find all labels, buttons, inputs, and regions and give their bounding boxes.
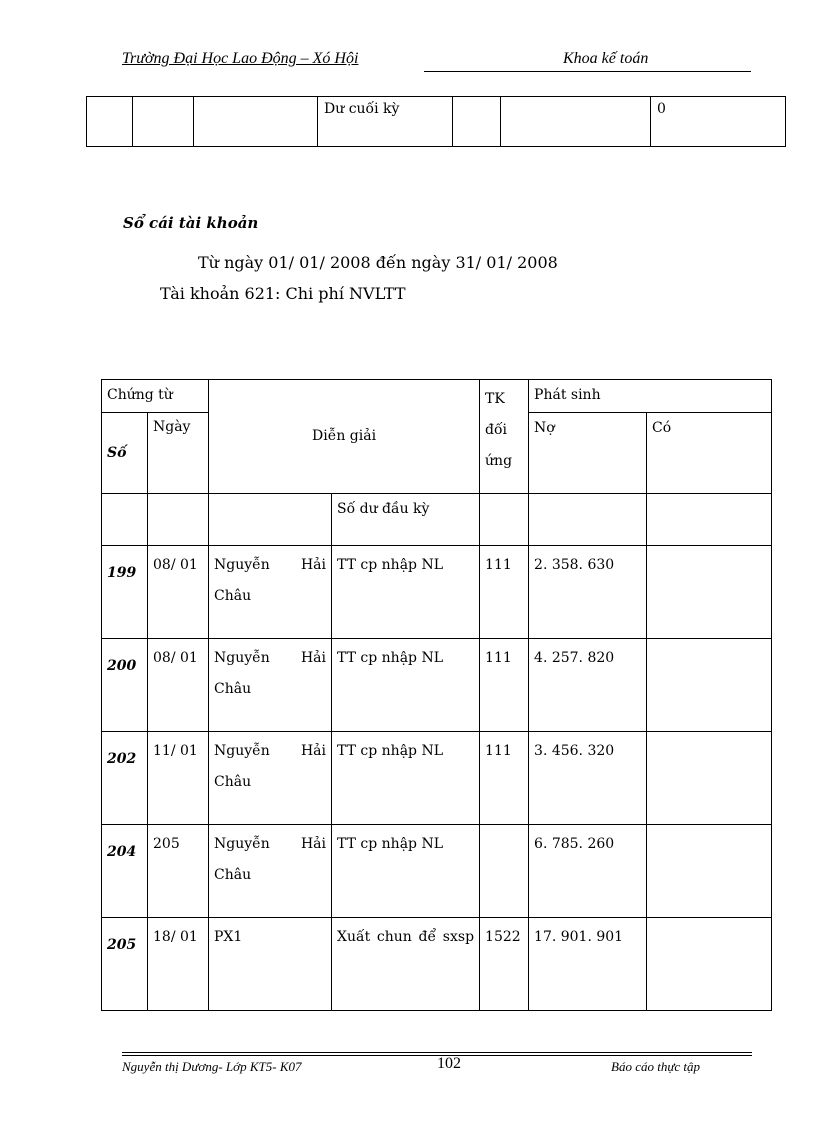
col-so: Số xyxy=(102,413,148,494)
opening-balance-label: Số dư đầu kỳ xyxy=(332,494,480,546)
footer-rule-top xyxy=(122,1052,752,1053)
cell-co xyxy=(647,918,772,1011)
cell-no: 3. 456. 320 xyxy=(529,732,647,825)
closing-balance-row xyxy=(87,97,786,147)
cell-so: 205 xyxy=(102,918,148,1011)
cell-ngay: 08/ 01 xyxy=(148,639,209,732)
header-school: Trường Đại Học Lao Động – Xó Hội xyxy=(122,50,359,67)
closing-balance-label: Dư cuối kỳ xyxy=(318,97,453,147)
cell-ngay: 11/ 01 xyxy=(148,732,209,825)
col-ngay: Ngày xyxy=(148,413,209,494)
col-dien-giai: Diễn giải xyxy=(209,380,480,494)
table-row xyxy=(102,546,772,639)
col-chung-tu: Chứng từ xyxy=(102,380,209,413)
footer-report-type: Báo cáo thực tập xyxy=(611,1059,701,1074)
cell-name: Nguyễn Hải Châu xyxy=(209,732,332,825)
opening-balance-row xyxy=(102,494,772,546)
cell-ngay: 08/ 01 xyxy=(148,546,209,639)
cell-ngay: 205 xyxy=(148,825,209,918)
cell-name: Nguyễn Hải Châu xyxy=(209,546,332,639)
cell-co xyxy=(647,546,772,639)
cell-co xyxy=(647,732,772,825)
general-ledger-table xyxy=(101,379,772,1011)
cell-name: PX1 xyxy=(209,918,332,1011)
cell-name: Nguyễn Hải Châu xyxy=(209,825,332,918)
cell-desc: Xuất chun để sxsp xyxy=(332,918,480,1011)
ledger-date-range: Từ ngày 01/ 01/ 2008 đến ngày 31/ 01/ 2008 xyxy=(198,253,558,272)
cell-co xyxy=(647,825,772,918)
header-row-1 xyxy=(102,380,772,413)
cell-no: 2. 358. 630 xyxy=(529,546,647,639)
table-row xyxy=(102,732,772,825)
header-rule xyxy=(424,71,751,72)
cell-no: 6. 785. 260 xyxy=(529,825,647,918)
cell-ngay: 18/ 01 xyxy=(148,918,209,1011)
ledger-account: Tài khoản 621: Chi phí NVLTT xyxy=(160,284,406,303)
cell-tk: 111 xyxy=(480,546,529,639)
col-no: Nợ xyxy=(529,413,647,494)
cell-desc: TT cp nhập NL xyxy=(332,639,480,732)
cell-desc: TT cp nhập NL xyxy=(332,825,480,918)
cell-no: 4. 257. 820 xyxy=(529,639,647,732)
cell-so: 204 xyxy=(102,825,148,918)
cell-co xyxy=(647,639,772,732)
table-row xyxy=(102,639,772,732)
cell-desc: TT cp nhập NL xyxy=(332,732,480,825)
footer-author: Nguyễn thị Dương- Lớp KT5- K07 xyxy=(122,1059,302,1074)
cell-no: 17. 901. 901 xyxy=(529,918,647,1011)
closing-balance-table xyxy=(86,96,786,147)
cell-so: 202 xyxy=(102,732,148,825)
ledger-title: Sổ cái tài khoản xyxy=(123,214,259,232)
col-tk-doi-ung: TK đối ứng xyxy=(480,380,529,494)
col-co: Có xyxy=(647,413,772,494)
cell-tk: 111 xyxy=(480,639,529,732)
cell-so: 199 xyxy=(102,546,148,639)
cell-desc: TT cp nhập NL xyxy=(332,546,480,639)
header-faculty: Khoa kế toán xyxy=(563,50,649,67)
cell-name: Nguyễn Hải Châu xyxy=(209,639,332,732)
page-number: 102 xyxy=(437,1055,461,1072)
cell-tk xyxy=(480,825,529,918)
cell-tk: 1522 xyxy=(480,918,529,1011)
table-row xyxy=(102,825,772,918)
col-phat-sinh: Phát sinh xyxy=(529,380,772,413)
table-row xyxy=(102,918,772,1011)
closing-balance-value: 0 xyxy=(651,97,786,147)
cell-tk: 111 xyxy=(480,732,529,825)
cell-so: 200 xyxy=(102,639,148,732)
